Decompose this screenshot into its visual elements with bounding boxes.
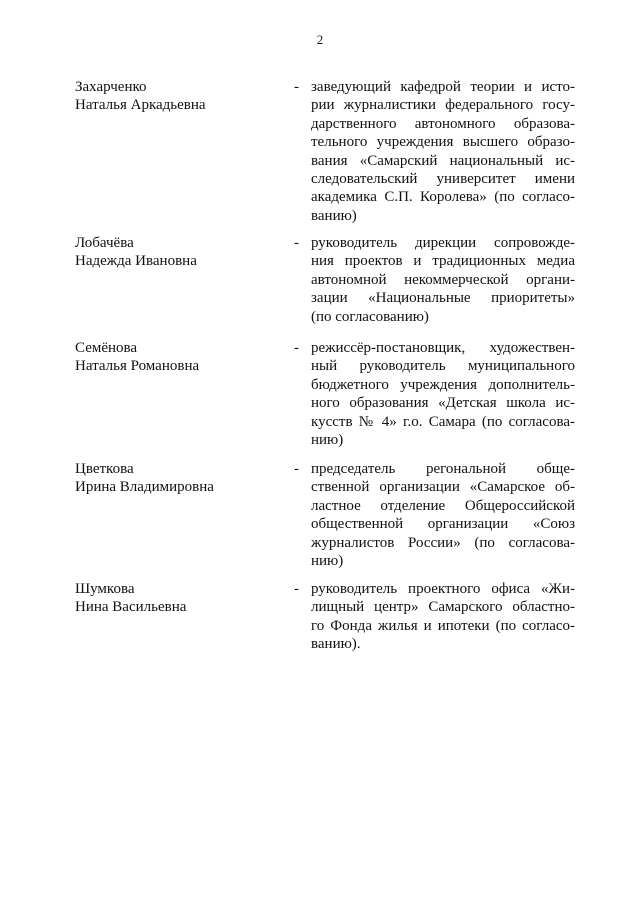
position-line: журналистов России» (по согласова- — [311, 534, 575, 551]
position-line: следовательский университет имени — [311, 171, 575, 188]
position-line: руководитель дирекции сопровожде- — [311, 235, 575, 251]
member-surname: Семёнова — [75, 340, 138, 356]
position-line: режиссёр-постановщик, художествен- — [311, 340, 575, 356]
position-line: зации «Национальные приоритеты» — [311, 290, 575, 307]
member-name — [75, 339, 275, 375]
member-name — [75, 234, 275, 270]
member-name — [75, 78, 275, 114]
member-surname: Цветкова — [75, 461, 134, 477]
position-line: академика С.П. Королева» (по согласо- — [311, 189, 575, 206]
member-given-names: Надежда Ивановна — [75, 253, 197, 269]
position-line: вания «Самарский национальный ис- — [311, 152, 575, 169]
member-given-names: Нина Васильевна — [75, 599, 187, 615]
member-name — [75, 460, 275, 496]
member-given-names: Ирина Владимировна — [75, 479, 214, 495]
position-line: нию) — [311, 553, 344, 570]
member-surname: Захарченко — [75, 79, 147, 95]
member-position — [311, 78, 575, 225]
position-line: ванию) — [311, 207, 357, 224]
position-line: дарственного автономного образова- — [311, 115, 575, 132]
position-line: рии журналистики федерального госу- — [311, 97, 575, 114]
dash-separator: - — [294, 581, 299, 597]
dash-separator: - — [294, 79, 299, 95]
position-line: председатель регональной обще- — [311, 461, 575, 477]
position-line: лищный центр» Самарского областно- — [311, 599, 575, 616]
page-number: 2 — [316, 32, 324, 47]
member-given-names: Наталья Романовна — [75, 358, 200, 374]
position-line: бюджетного учреждения дополнитель- — [311, 376, 575, 393]
position-line: руководитель проектного офиса «Жи- — [311, 581, 575, 597]
member-given-names: Наталья Аркадьевна — [75, 97, 206, 113]
position-line: кусств № 4» г.о. Самара (по согласова- — [311, 413, 575, 430]
position-line: ванию). — [311, 636, 361, 653]
dash-separator: - — [294, 235, 299, 251]
member-position — [311, 234, 575, 326]
position-line: заведующий кафедрой теории и исто- — [311, 79, 575, 95]
position-line: ластное отделение Общероссийской — [311, 497, 575, 514]
member-name — [75, 580, 275, 616]
position-line: (по согласованию) — [311, 308, 429, 325]
position-line: ственной организации «Самарское об- — [311, 479, 575, 496]
position-line: ния проектов и традиционных медиа — [311, 253, 575, 270]
member-position — [311, 580, 575, 654]
position-line: общественной организации «Союз — [311, 516, 575, 533]
position-line: нию) — [311, 432, 344, 449]
position-line: го Фонда жилья и ипотеки (по согласо- — [311, 617, 575, 634]
position-line: автономной некоммерческой органи- — [311, 271, 575, 288]
dash-separator: - — [294, 340, 299, 356]
dash-separator: - — [294, 461, 299, 477]
member-surname: Шумкова — [75, 581, 135, 597]
position-line: ный руководитель муниципального — [311, 358, 575, 375]
member-surname: Лобачёва — [75, 235, 134, 251]
position-line: ного образования «Детская школа ис- — [311, 395, 575, 412]
member-position — [311, 460, 575, 570]
member-position — [311, 339, 575, 449]
position-line: тельного учреждения высшего образо- — [311, 134, 575, 151]
